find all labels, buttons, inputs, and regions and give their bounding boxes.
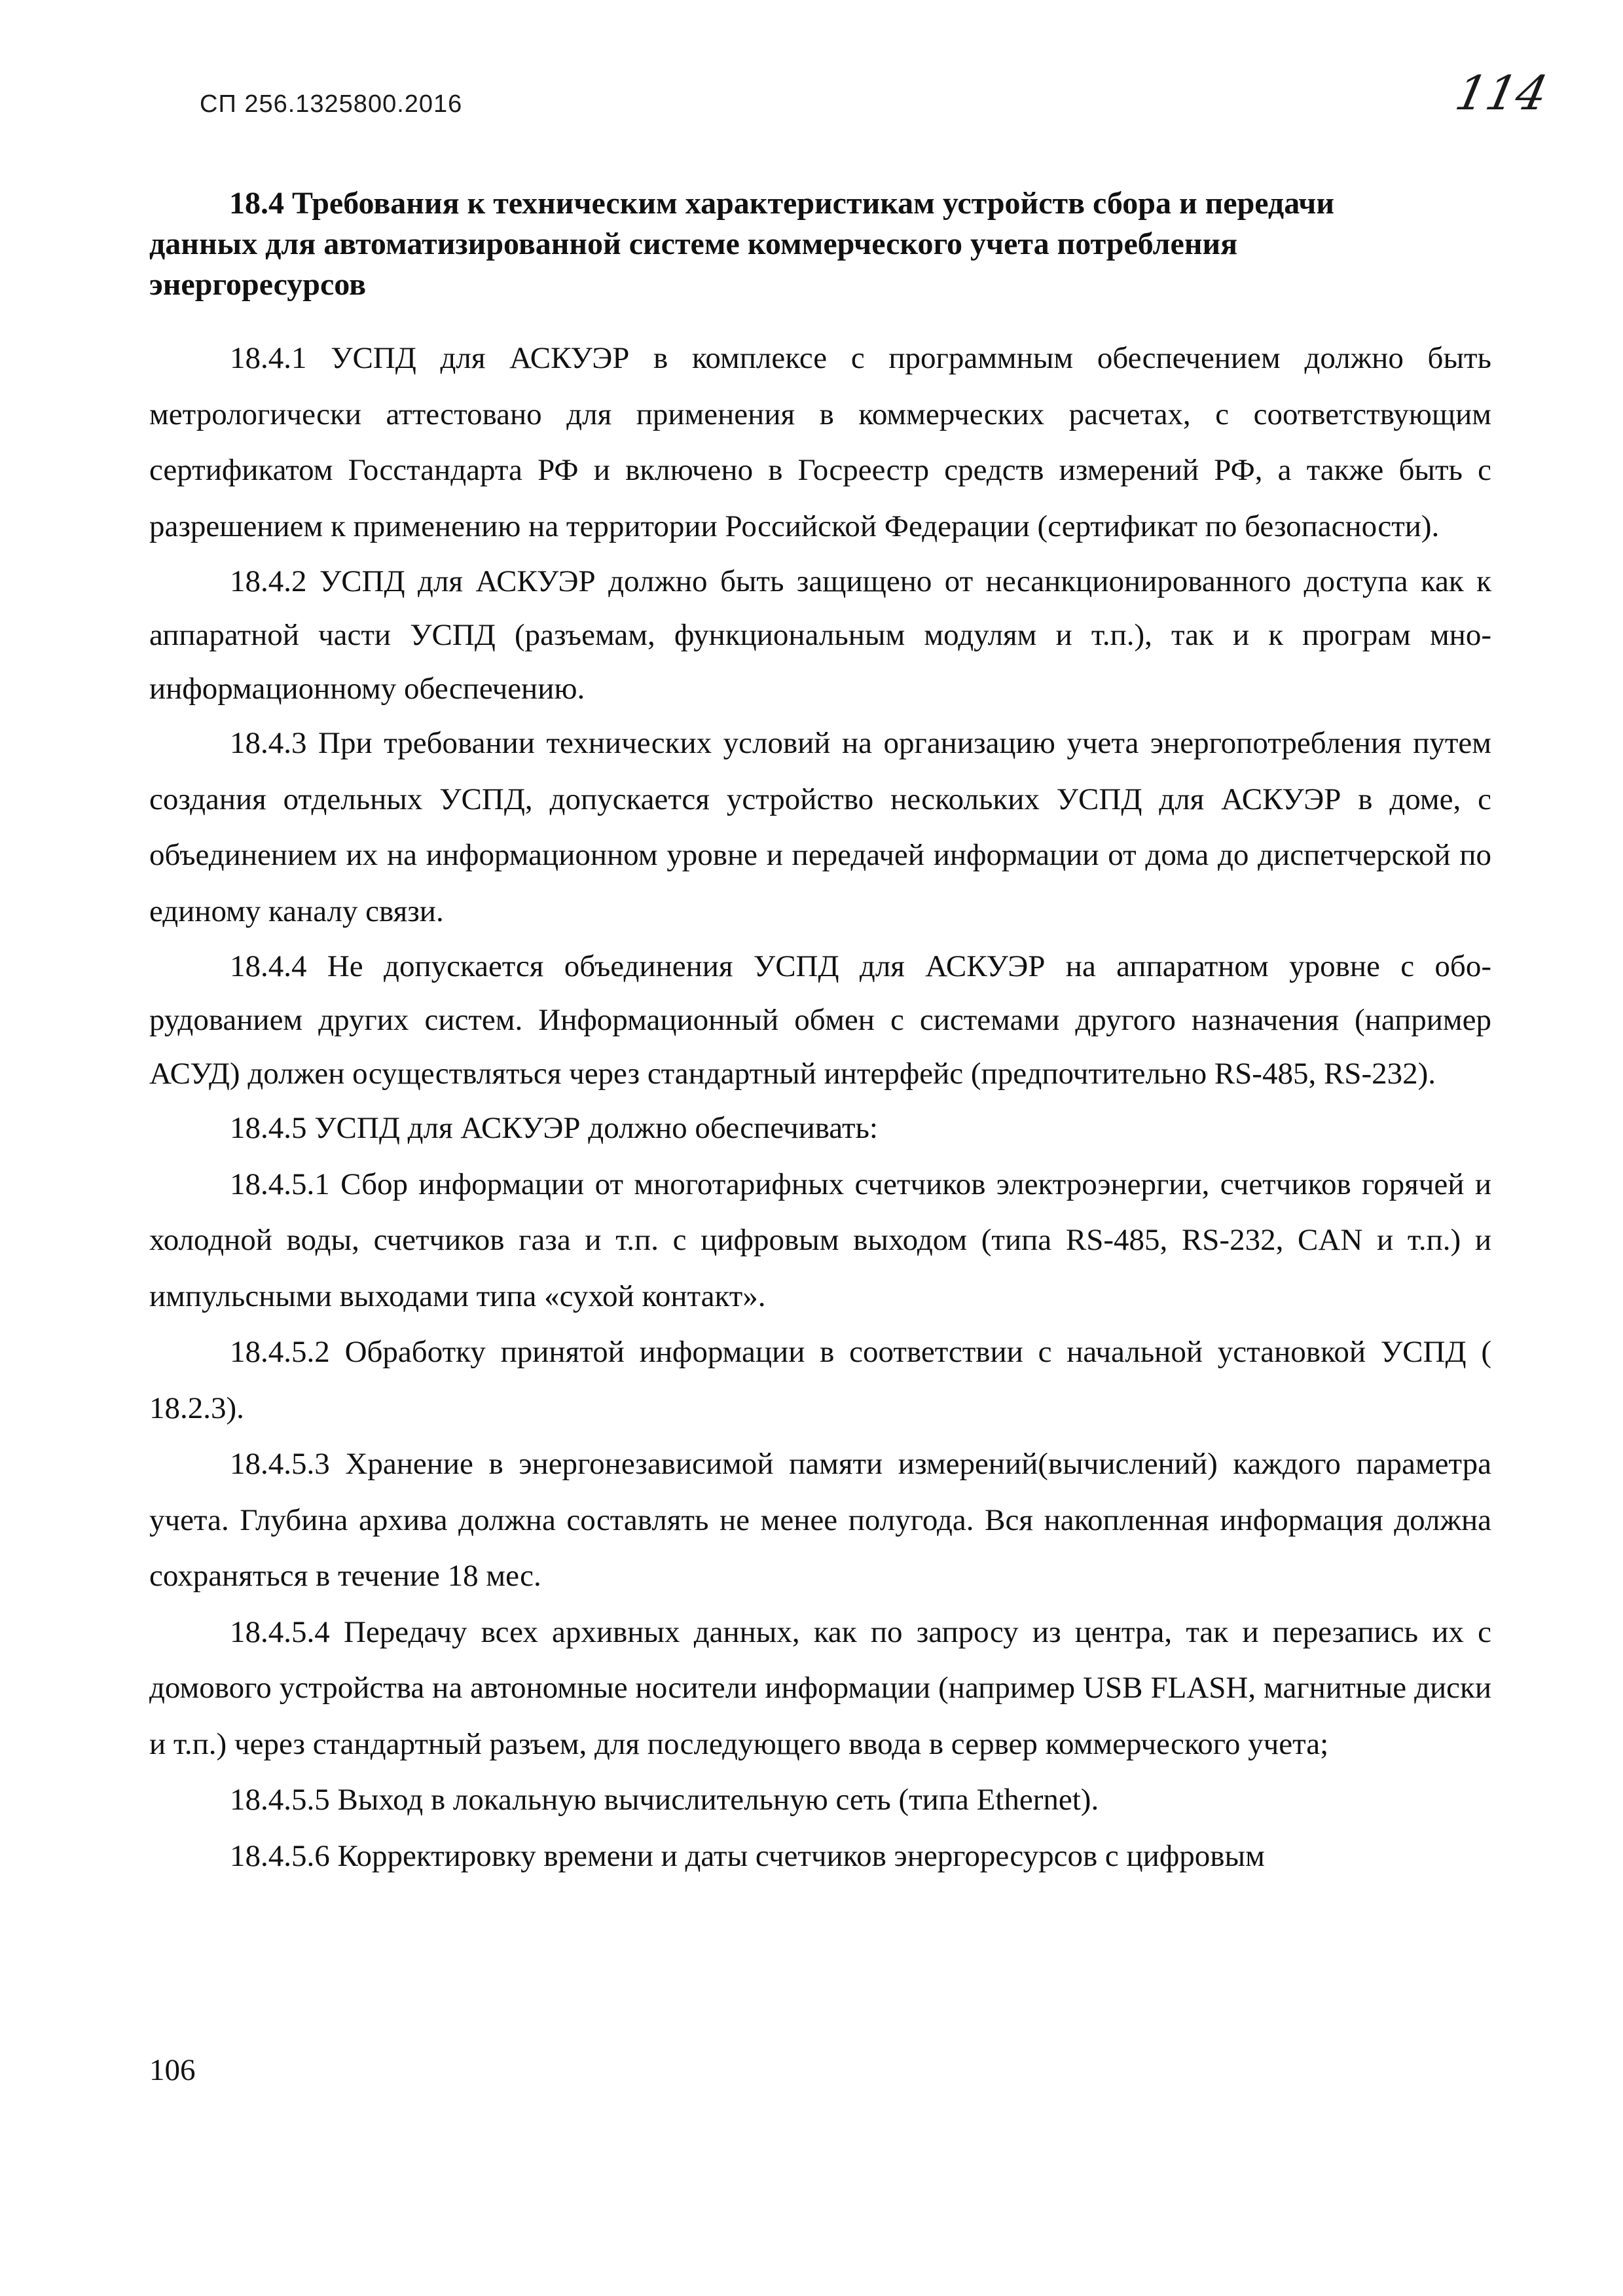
page-number: 106	[149, 2053, 196, 2087]
paragraph-18-4-3: 18.4.3 При требовании технических условий на организацию учета энергопотребления путем создания отдельных УСПД, допускается устройство нескольких УСПД для АСКУЭР в доме, с объединением их на информационном уровне и передачей информации от дома до диспетчерской по единому каналу связи.	[149, 726, 1491, 928]
body-text	[149, 331, 1491, 1884]
document-code: СП 256.1325800.2016	[200, 90, 463, 118]
paragraph-18-4-4: 18.4.4 Не допускается объединения УСПД для АСКУЭР на аппаратном уровне с обо-рудованием других систем. Информационный обмен с системами другого назначения (например АСУД) должен осуществляться через стандартный интерфейс (предпочтительно RS-485, RS-232).	[149, 949, 1491, 1091]
paragraph-18-4-5-4: 18.4.5.4 Передачу всех архивных данных, как по запросу из центра, так и перезапись их с домового устройства на автономные носители информации (например USB FLASH, магнитные диски и т.п.) через стандартный разъем, для последующего ввода в сервер коммерческого учета;	[149, 1614, 1491, 1761]
paragraph-18-4-1: 18.4.1 УСПД для АСКУЭР в комплексе с программным обеспечением должно быть метрологически аттестовано для применения в коммерческих расчетах, с соответствующим сертификатом Госстандарта РФ и включено в Госреестр средств измерений РФ, а также быть с разрешением к применению на территории Российской Федерации (сертификат по безопасности).	[149, 341, 1491, 543]
section-title-line-1: 18.4 Требования к техническим характеристикам устройств сбора и передачи	[229, 186, 1335, 221]
paragraph-18-4-5-5: 18.4.5.5 Выход в локальную вычислительную сеть (типа Ethernet).	[230, 1783, 1099, 1817]
section-title-line-3: энергоресурсов	[149, 267, 366, 302]
section-title-line-2: данных для автоматизированной системе коммерческого учета потребления	[149, 227, 1238, 261]
paragraph-18-4-5-6: 18.4.5.6 Корректировку времени и даты счетчиков энергоресурсов с цифровым	[230, 1838, 1265, 1873]
paragraph-18-4-5-2: 18.4.5.2 Обработку принятой информации в соответствии с начальной установкой УСПД ( 18.2.3).	[149, 1335, 1491, 1425]
handwritten-page-number: 114	[1451, 65, 1553, 120]
paragraph-18-4-5: 18.4.5 УСПД для АСКУЭР должно обеспечивать:	[230, 1111, 878, 1145]
paragraph-18-4-5-3: 18.4.5.3 Хранение в энергонезависимой памяти измерений(вычислений) каждого параметра учета. Глубина архива должна составлять не менее полугода. Вся накопленная информация должна сохраняться в течение 18 мес.	[149, 1447, 1491, 1593]
paragraph-18-4-5-1: 18.4.5.1 Сбор информации от многотарифных счетчиков электроэнергии, счетчиков горячей и холодной воды, счетчиков газа и т.п. с цифровым выходом (типа RS-485, RS-232, CAN и т.п.) и импульсными выходами типа «сухой контакт».	[149, 1167, 1491, 1313]
section-title	[149, 183, 1491, 305]
paragraph-18-4-2: 18.4.2 УСПД для АСКУЭР должно быть защищено от несанкционированного доступа как к аппаратной части УСПД (разъемам, функциональным модулям и т.п.), так и к програм мно-информационному обеспечению.	[149, 564, 1491, 706]
